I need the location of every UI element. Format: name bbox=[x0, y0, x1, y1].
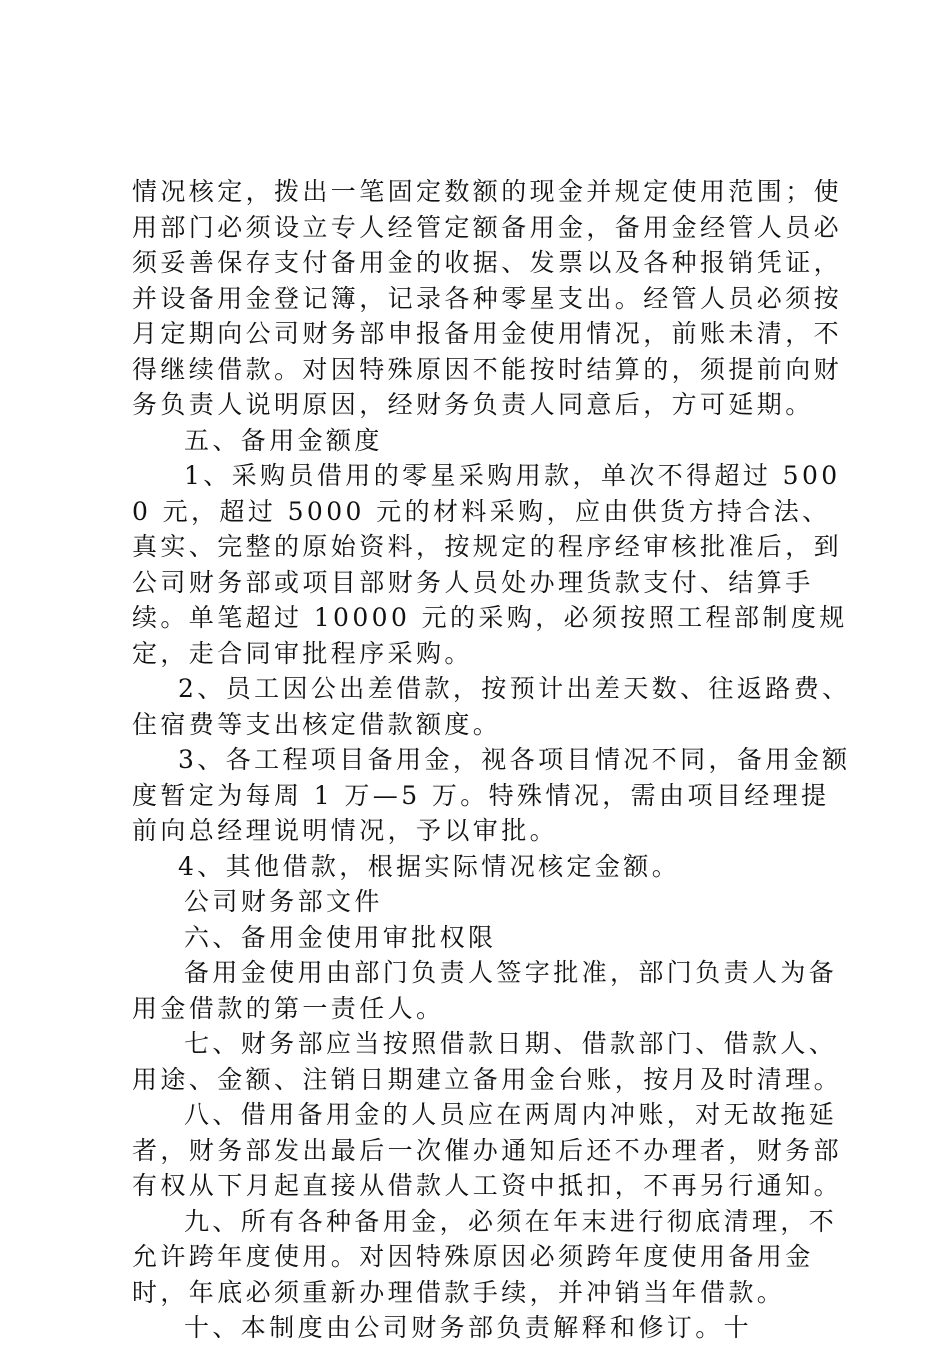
document-label: 公司财务部文件 bbox=[184, 887, 383, 916]
section-heading-six: 六、备用金使用审批权限 bbox=[184, 922, 497, 952]
paragraph-item-4: 4、其他借款，根据实际情况核定金额。 bbox=[178, 851, 681, 881]
document-body bbox=[132, 174, 852, 1346]
paragraph-item-2: 2、员工因公出差借款，按预计出差天数、往返路费、住宿费等支出核定借款额度。 bbox=[132, 674, 851, 739]
section-seven: 七、财务部应当按照借款日期、借款部门、借款人、用途、金额、注销日期建立备用金台账，按月及时清理。 bbox=[132, 1029, 843, 1094]
paragraph-item-1: 1、采购员借用的零星采购用款，单次不得超过 5000 元，超过 5000 元的材料采购，应由供货方持合法、真实、完整的原始资料，按规定的程序经审核批准后，到公司财务部或项目部财务人员处办理货款支付、结算手续。单笔超过 10000 元的采购，必须按照工程部制度规定，走合同审批程序采购。 bbox=[132, 461, 848, 668]
paragraph-approval: 备用金使用由部门负责人签字批准，部门负责人为备用金借款的第一责任人。 bbox=[132, 958, 838, 1023]
paragraph-continuation: 情况核定，拨出一笔固定数额的现金并规定使用范围；使用部门必须设立专人经管定额备用金，备用金经管人员必须妥善保存支付备用金的收据、发票以及各种报销凭证，并设备用金登记簿，记录各种零星支出。经管人员必须按月定期向公司财务部申报备用金使用情况，前账未清，不得继续借款。对因特殊原因不能按时结算的，须提前向财务负责人说明原因，经财务负责人同意后，方可延期。 bbox=[132, 177, 843, 419]
section-nine: 九、所有各种备用金，必须在年末进行彻底清理，不允许跨年度使用。对因特殊原因必须跨年度使用备用金时，年底必须重新办理借款手续，并冲销当年借款。 bbox=[132, 1206, 838, 1307]
section-ten: 十、本制度由公司财务部负责解释和修订。十 bbox=[184, 1313, 753, 1342]
paragraph-item-3: 3、各工程项目备用金，视各项目情况不同，备用金额度暂定为每周 1 万—5 万。特殊情况，需由项目经理提前向总经理说明情况，予以审批。 bbox=[132, 745, 851, 845]
section-eight: 八、借用备用金的人员应在两周内冲账，对无故拖延者，财务部发出最后一次催办通知后还不办理者，财务部有权从下月起直接从借款人工资中抵扣，不再另行通知。 bbox=[132, 1100, 843, 1200]
section-heading-five: 五、备用金额度 bbox=[184, 425, 383, 455]
